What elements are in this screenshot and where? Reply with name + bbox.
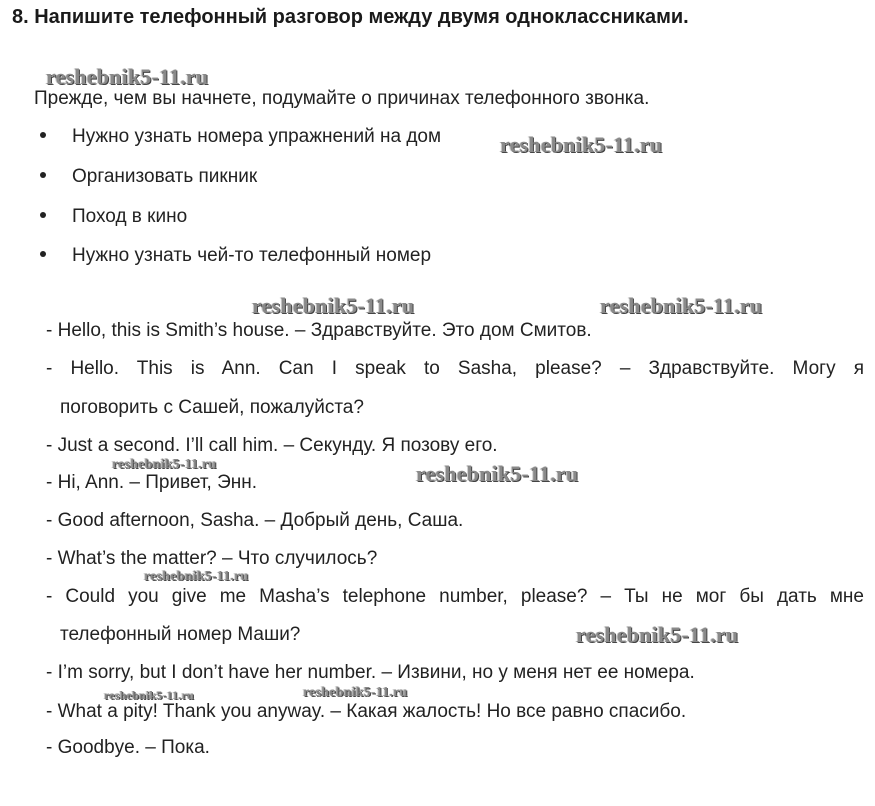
dialog-line: - Just a second. I’ll call him. – Секунду. Я позову его. [46,435,498,456]
dialog-line: - Goodbye. – Пока. [46,737,210,758]
list-item-label: Организовать пикник [72,166,258,187]
list-item-label: Нужно узнать чей-то телефонный номер [72,245,432,266]
watermark: reshebnik5-11.ru [600,293,763,318]
dialog-line-continuation: поговорить с Сашей, пожалуйста? [60,397,364,418]
dialog-line: - Hello. This is Ann. Can I speak to Sasha, please? – Здравствуйте. Могу я [46,358,864,379]
dialog-line: - What’s the matter? – Что случилось? [46,548,378,569]
list-item [40,206,187,228]
watermark: reshebnik5-11.ru [416,461,579,486]
task-title: 8. Напишите телефонный разговор между двумя одноклассниками. [12,6,689,28]
watermark: reshebnik5-11.ru [144,569,249,584]
intro-text: Прежде, чем вы начнете, подумайте о причинах телефонного звонка. [34,88,650,109]
watermark: reshebnik5-11.ru [46,64,209,89]
dialog-line: - Good afternoon, Sasha. – Добрый день, Саша. [46,510,464,531]
watermark: reshebnik5-11.ru [500,132,663,157]
list-item [40,166,257,188]
bullet-icon [40,212,46,218]
dialog-line: - I’m sorry, but I don’t have her number. – Извини, но у меня нет ее номера. [46,662,695,683]
watermark: reshebnik5-11.ru [576,622,739,647]
watermark: reshebnik5-11.ru [112,457,217,472]
list-item-label: Нужно узнать номера упражнений на дом [72,126,442,147]
dialog-line-continuation: телефонный номер Маши? [60,624,301,645]
list-item-label: Поход в кино [72,206,188,227]
watermark: reshebnik5-11.ru [252,293,415,318]
bullet-icon [40,172,46,178]
watermark: reshebnik5-11.ru [303,685,408,700]
dialog-line: - Hi, Ann. – Привет, Энн. [46,472,257,493]
list-item [40,126,441,148]
list-item [40,245,431,267]
bullet-icon [40,251,46,257]
dialog-line: - Hello, this is Smith’s house. – Здравствуйте. Это дом Смитов. [46,320,592,341]
dialog-line: - Could you give me Masha’s telephone number, please? – Ты не мог бы дать мне [46,586,864,607]
bullet-icon [40,132,46,138]
dialog-line: - What a pity! Thank you anyway. – Какая жалость! Но все равно спасибо. [46,701,687,722]
watermark: reshebnik5-11.ru [104,688,194,702]
